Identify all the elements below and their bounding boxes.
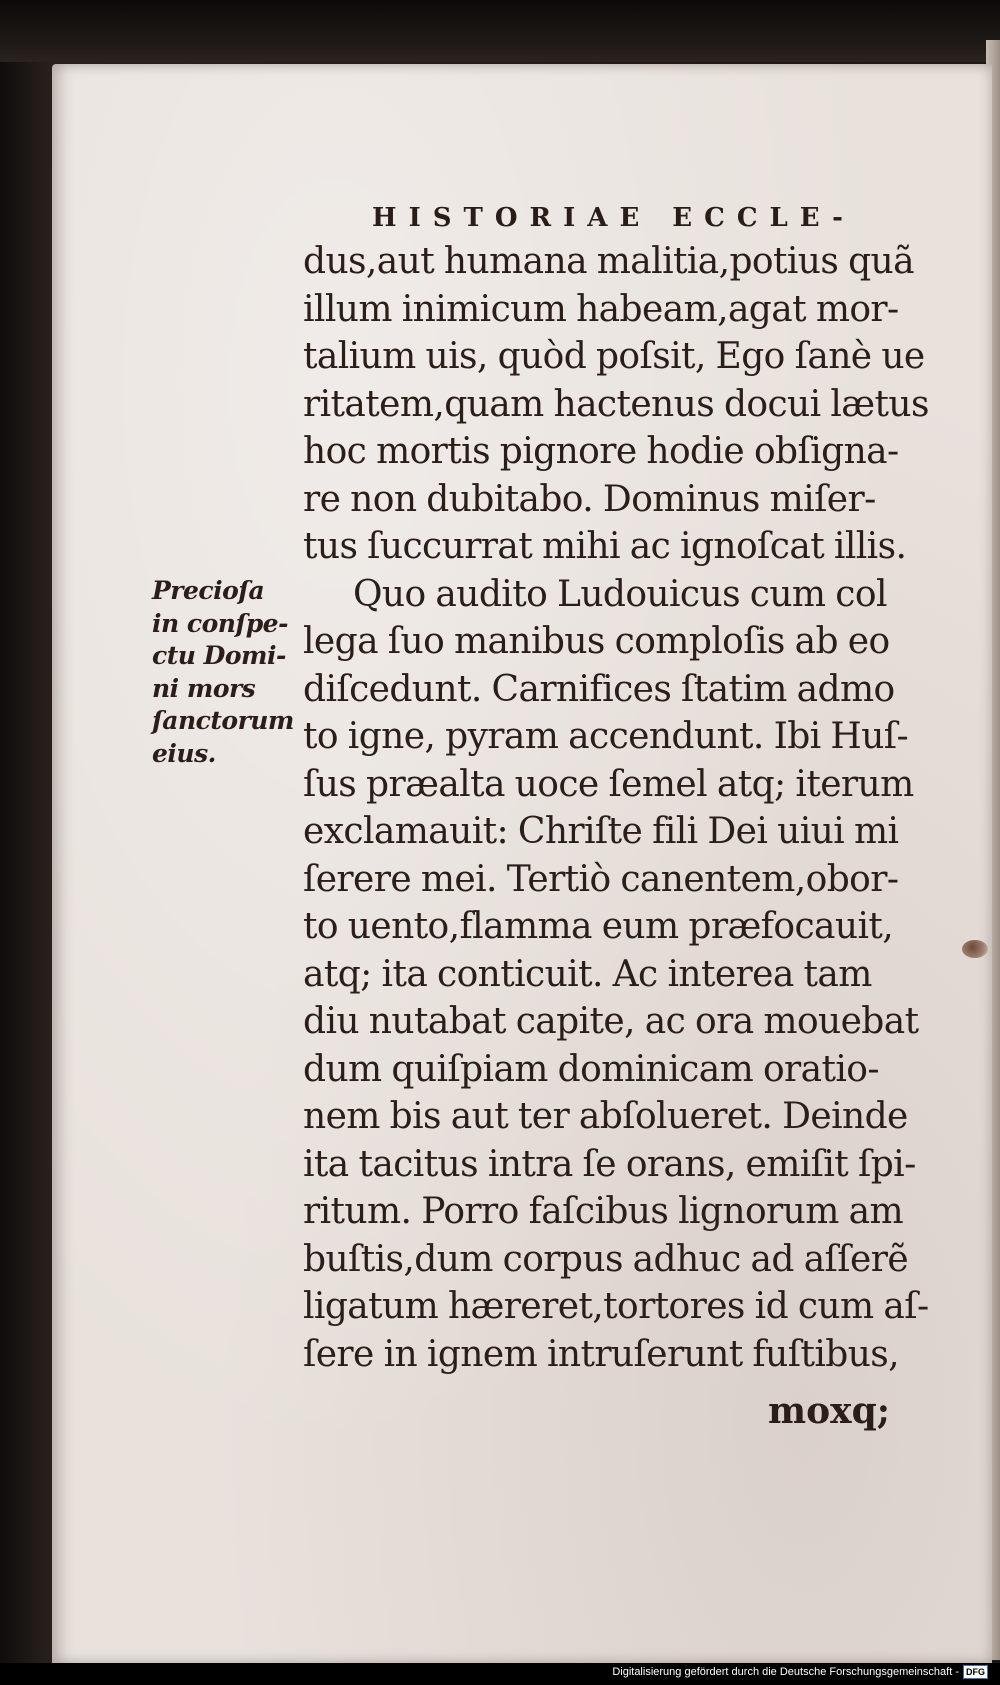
text-line: diu nutabat capite, ac ora mouebat bbox=[303, 1001, 919, 1042]
catchword: moxq; bbox=[768, 1390, 891, 1432]
book-edge-top bbox=[0, 0, 1000, 62]
marginal-note bbox=[152, 575, 302, 770]
text-line: atq; ita conticuit. Ac interea tam bbox=[303, 953, 872, 995]
text-line: Quo audito Ludouicus cum col bbox=[353, 573, 887, 615]
text-line: illum inimicum habeam,agat mor- bbox=[303, 288, 899, 330]
text-line: hoc mortis pignore hodie obſigna- bbox=[303, 431, 899, 472]
running-head: HISTORIAE ECCLE- bbox=[372, 203, 855, 233]
marginal-line: eius. bbox=[152, 738, 216, 768]
marginal-line: ni mors bbox=[152, 673, 256, 703]
text-line: ligatum hæreret,tortores id cum aſ- bbox=[303, 1286, 929, 1327]
text-line: re non dubitabo. Dominus miſer- bbox=[303, 478, 876, 520]
body-text bbox=[303, 238, 938, 1378]
text-line: ſere in ignem intruſerunt fuſtibus, bbox=[303, 1333, 900, 1375]
text-line: lega ſuo manibus comploſis ab eo bbox=[303, 621, 890, 662]
text-line: ſerere mei. Tertiò canentem,obor- bbox=[303, 858, 899, 900]
text-line: ritatem,quam hactenus docui lætus bbox=[303, 383, 929, 425]
marginal-line: in conſpe- bbox=[152, 608, 288, 638]
text-line: talium uis, quòd poſsit, Ego ſanè ue bbox=[303, 336, 925, 377]
text-line: ritum. Porro faſcibus lignorum am bbox=[303, 1191, 904, 1232]
credit-text: Digitalisierung gefördert durch die Deutsche Forschungsgemeinschaft - bbox=[612, 1666, 959, 1678]
text-line: buſtis,dum corpus adhuc ad aſſerẽ bbox=[303, 1238, 909, 1280]
ink-blot bbox=[962, 940, 988, 958]
text-line: diſcedunt. Carnifices ſtatim admo bbox=[303, 668, 895, 710]
marginal-line: ſanctorum bbox=[152, 706, 294, 735]
text-line: ſus præalta uoce ſemel atq; iterum bbox=[303, 763, 914, 805]
text-line: tus ſuccurrat mihi ac ignoſcat illis. bbox=[303, 526, 907, 567]
text-line: to igne, pyram accendunt. Ibi Huſ- bbox=[303, 716, 909, 757]
text-line: exclamauit: Chriſte fili Dei uiui mi bbox=[303, 811, 899, 852]
digitization-credit bbox=[608, 1663, 992, 1681]
marginal-line: ctu Domi- bbox=[152, 641, 286, 670]
text-line: to uento,flamma eum præfocauit, bbox=[303, 906, 894, 947]
text-line: dum quiſpiam dominicam oratio- bbox=[303, 1048, 879, 1090]
dfg-logo-icon: DFG bbox=[963, 1665, 988, 1679]
marginal-line: Precioſa bbox=[152, 576, 265, 605]
text-line: dus,aut humana malitia,potius quã bbox=[303, 241, 914, 282]
text-line: ita tacitus intra ſe orans, emiſit ſpi- bbox=[303, 1143, 916, 1185]
text-line: nem bis aut ter abſolueret. Deinde bbox=[303, 1096, 908, 1137]
